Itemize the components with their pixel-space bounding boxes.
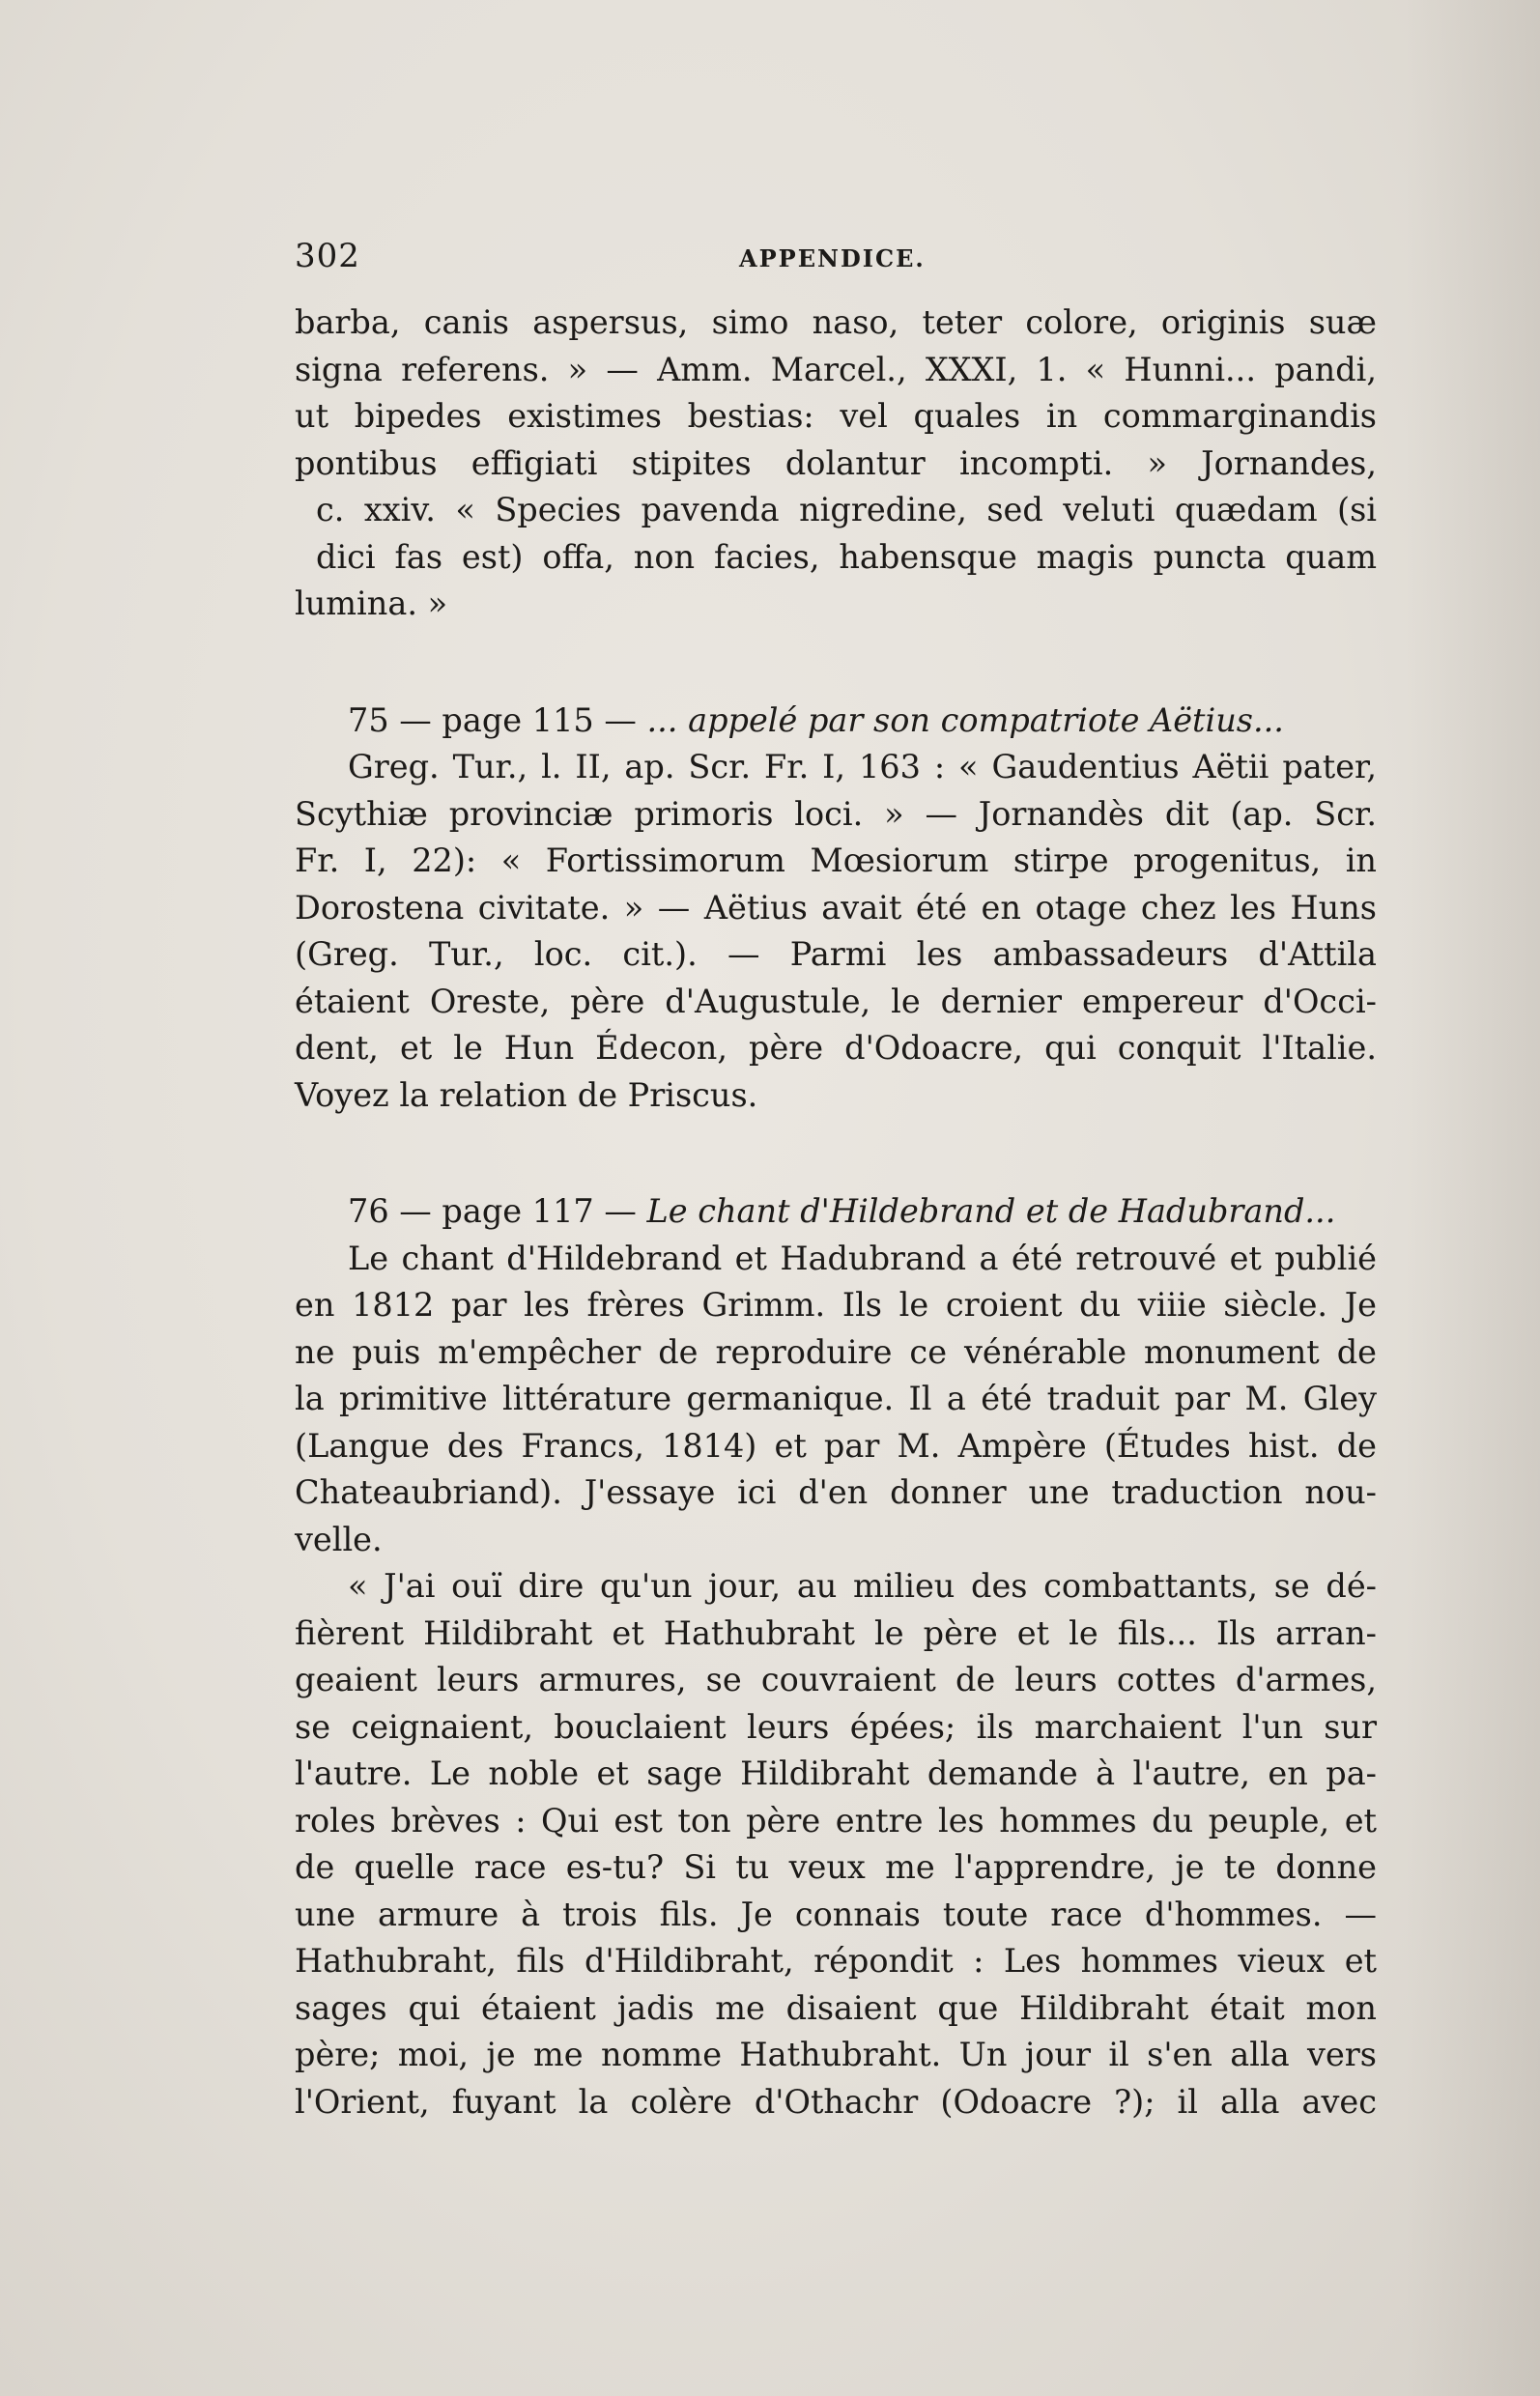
text-line: signa referens. » — Amm. Marcel., XXXI, 1. « Hunni... pandi,	[295, 350, 1377, 388]
note-heading-quote: Le chant d'Hildebrand et de Hadubrand...	[646, 1192, 1336, 1230]
text-line: ut bipedes existimes bestias: vel quales in commarginandis	[295, 397, 1377, 435]
note-76	[295, 1188, 1377, 1563]
running-head	[295, 237, 1377, 285]
text-line: c. xxiv. « Species pavenda nigredine, sed veluti quædam (si	[316, 491, 1377, 528]
text-line: (Greg. Tur., loc. cit.). — Parmi les ambassadeurs d'Attila	[295, 935, 1377, 973]
quoted-passage	[295, 1563, 1377, 2125]
paragraph-gap	[295, 628, 1377, 698]
text-line: Voyez la relation de Priscus.	[295, 1075, 758, 1114]
page-shadow	[1405, 0, 1540, 2396]
text-line: Hathubraht, fils d'Hildibraht, répondit : Les hommes vieux et	[295, 1942, 1377, 1980]
text-line: pontibus effigiati stipites dolantur incompti. » Jornandes,	[295, 443, 1377, 482]
text-line: sages qui étaient jadis me disaient que Hildibraht était mon	[295, 1988, 1377, 2027]
note-heading-number: 76 — page 117 —	[348, 1192, 647, 1230]
text-line: Chateaubriand). J'essaye ici d'en donner une traduction nou-	[295, 1473, 1377, 1511]
text-line: ne puis m'empêcher de reproduire ce vénérable monument de	[295, 1332, 1377, 1371]
text-line: de quelle race es-tu? Si tu veux me l'apprendre, je te donne	[295, 1848, 1377, 1886]
text-line: la primitive littérature germanique. Il a été traduit par M. Gley	[295, 1380, 1377, 1417]
text-line: Le chant d'Hildebrand et Hadubrand a été retrouvé et publié	[348, 1239, 1377, 1277]
note-75	[295, 698, 1377, 1120]
text-line: étaient Oreste, père d'Augustule, le dernier empereur d'Occi-	[295, 982, 1377, 1020]
text-line: en 1812 par les frères Grimm. Ils le croient du viiie siècle. Je	[295, 1286, 1377, 1324]
text-line: (Langue des Francs, 1814) et par M. Ampère (Études hist. de	[295, 1426, 1377, 1465]
text-line: geaient leurs armures, se couvraient de leurs cottes d'armes,	[295, 1661, 1377, 1698]
note-heading-quote: ... appelé par son compatriote Aëtius...	[646, 700, 1284, 739]
text-line: fièrent Hildibraht et Hathubraht le père et le fils... Ils arran-	[295, 1613, 1377, 1652]
header-title: APPENDICE.	[739, 244, 926, 272]
text-line: Scythiæ provinciæ primoris loci. » — Jornandès dit (ap. Scr.	[295, 794, 1377, 833]
text-line: roles brèves : Qui est ton père entre les hommes du peuple, et	[295, 1801, 1377, 1840]
text-line: l'Orient, fuyant la colère d'Othachr (Odoacre ?); il alla avec	[295, 2082, 1377, 2121]
text-line: dici fas est) offa, non facies, habensque magis puncta quam	[316, 537, 1377, 576]
text-line: père; moi, je me nomme Hathubraht. Un jour il s'en alla vers	[295, 2036, 1377, 2073]
text-line: « J'ai ouï dire qu'un jour, au milieu des combattants, se dé-	[348, 1567, 1377, 1605]
paragraph-gap	[295, 1119, 1377, 1188]
text-line: lumina. »	[295, 585, 448, 622]
note-heading	[295, 1188, 1377, 1236]
text-line: l'autre. Le noble et sage Hildibraht demande à l'autre, en pa-	[295, 1754, 1377, 1792]
text-line: barba, canis aspersus, simo naso, teter colore, originis suæ	[295, 303, 1377, 341]
page-number: 302	[295, 237, 360, 275]
text-line: une armure à trois fils. Je connais toute race d'hommes. —	[295, 1895, 1377, 1933]
text-line: Greg. Tur., l. II, ap. Scr. Fr. I, 163 : « Gaudentius Aëtii pater,	[348, 748, 1377, 785]
text-block	[295, 300, 1377, 2125]
note-heading-number: 75 — page 115 —	[348, 700, 647, 739]
text-line: velle.	[295, 1520, 383, 1558]
text-line: Dorostena civitate. » — Aëtius avait été en otage chez les Huns	[295, 888, 1377, 927]
text-line: se ceignaient, bouclaient leurs épées; ils marchaient l'un sur	[295, 1707, 1377, 1746]
paragraph	[295, 300, 1377, 628]
text-line: dent, et le Hun Édecon, père d'Odoacre, qui conquit l'Italie.	[295, 1029, 1377, 1067]
text-line: Fr. I, 22): « Fortissimorum Mœsiorum stirpe progenitus, in	[295, 841, 1377, 879]
note-heading	[295, 698, 1377, 745]
